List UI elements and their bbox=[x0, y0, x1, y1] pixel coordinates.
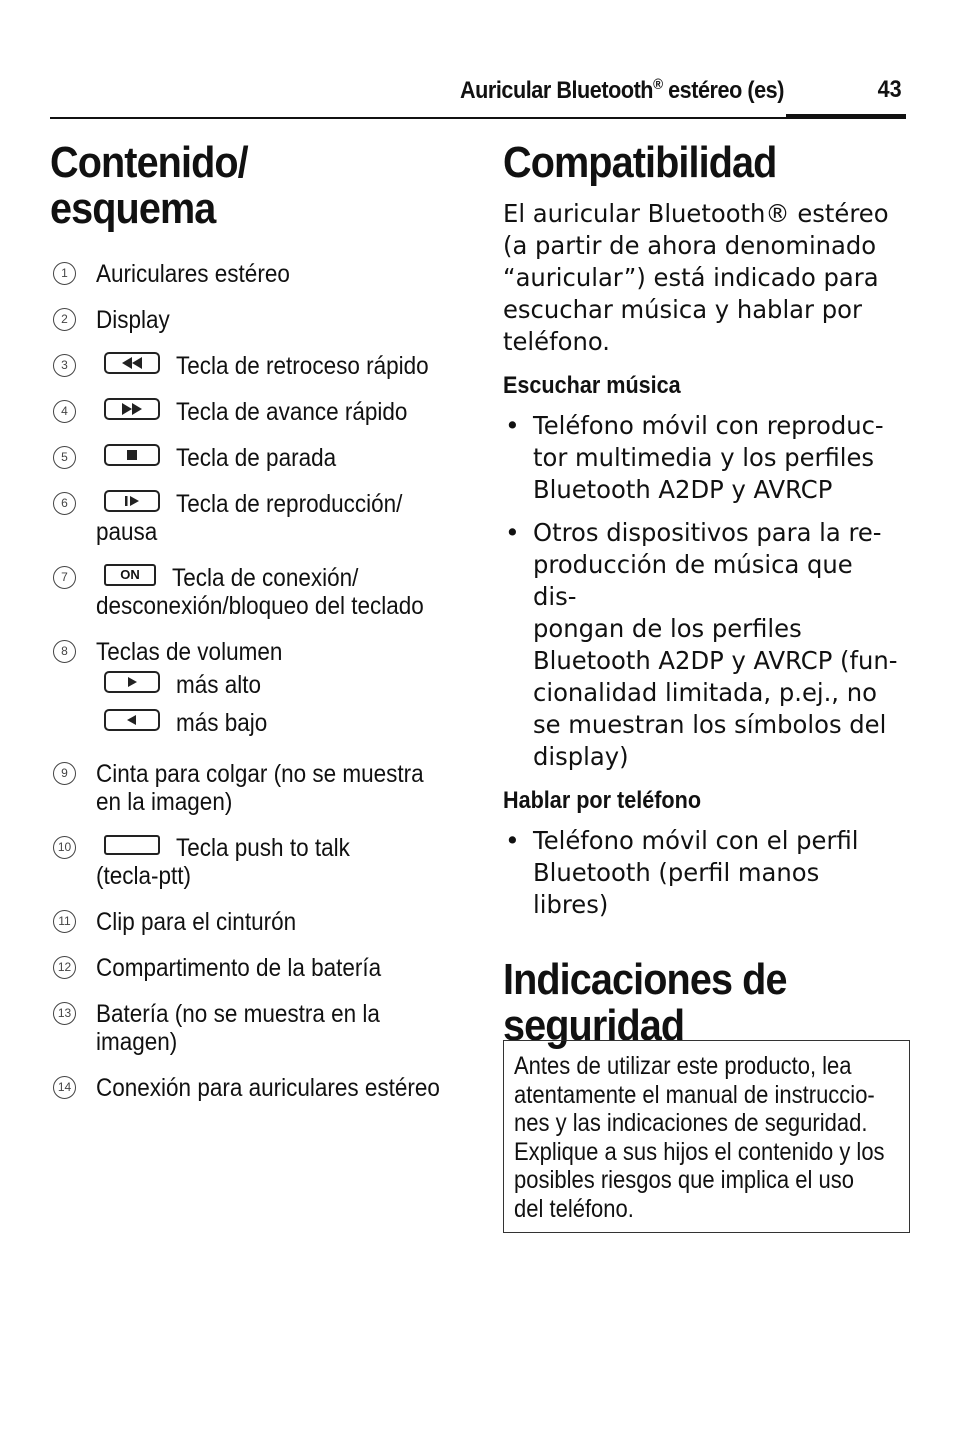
escuchar-list bbox=[503, 410, 913, 773]
note-line: atentamente el manual de instruccio- bbox=[514, 1080, 875, 1109]
bullet-line: Bluetooth A2DP y AVRCP bbox=[533, 475, 833, 504]
compatibilidad-section bbox=[503, 140, 913, 1049]
item-text: Tecla de retroceso rápido bbox=[176, 352, 429, 380]
item-text: Tecla de conexión/ bbox=[172, 564, 359, 592]
item-number: 10 bbox=[53, 836, 76, 859]
list-item bbox=[50, 260, 460, 288]
volume-up-label: más alto bbox=[176, 671, 262, 699]
intro-line: escuchar música y hablar por bbox=[503, 295, 862, 324]
fast-forward-key-icon bbox=[104, 398, 160, 420]
bullet-line: tor multimedia y los perfiles bbox=[533, 443, 875, 472]
item-number: 6 bbox=[53, 492, 76, 515]
bullet-line: libres) bbox=[533, 890, 609, 919]
list-item bbox=[50, 398, 460, 426]
bullet-icon: • bbox=[505, 411, 520, 440]
seguridad-title bbox=[503, 957, 872, 1049]
note-line: Explique a sus hijos el contenido y los bbox=[514, 1137, 885, 1166]
item-text-continued: (tecla-ptt) bbox=[96, 862, 192, 890]
rewind-key-icon bbox=[104, 352, 160, 374]
list-item bbox=[503, 517, 913, 773]
volume-down-label: más bajo bbox=[176, 709, 268, 737]
list-item bbox=[50, 834, 460, 890]
item-number: 7 bbox=[53, 566, 76, 589]
volume-down-row bbox=[96, 704, 460, 742]
list-item bbox=[50, 1074, 460, 1102]
header-title-suffix: estéreo (es) bbox=[662, 77, 784, 104]
contenido-title-line2: esquema bbox=[50, 184, 216, 233]
list-item bbox=[503, 825, 913, 921]
contenido-list bbox=[50, 260, 460, 1102]
intro-line: (a partir de ahora denominado bbox=[503, 231, 877, 260]
seguridad-title-line1: Indicaciones de bbox=[503, 955, 787, 1004]
item-number: 1 bbox=[53, 262, 76, 285]
list-item bbox=[50, 352, 460, 380]
item-text: Cinta para colgar (no se muestra bbox=[96, 760, 424, 788]
bullet-line: Teléfono móvil con reproduc- bbox=[533, 411, 884, 440]
list-item bbox=[50, 954, 460, 982]
bullet-icon: • bbox=[505, 518, 520, 547]
compatibilidad-intro bbox=[503, 198, 910, 358]
header-title bbox=[460, 76, 784, 105]
bullet-icon: • bbox=[505, 826, 520, 855]
bullet-line: Bluetooth A2DP y AVRCP (fun- bbox=[533, 646, 898, 675]
hablar-list bbox=[503, 825, 913, 921]
bullet-line: se muestran los símbolos del bbox=[533, 710, 887, 739]
list-item bbox=[503, 410, 913, 506]
page-number: 43 bbox=[877, 76, 902, 103]
intro-line: “auricular”) está indicado para bbox=[503, 263, 879, 292]
volume-up-row bbox=[96, 666, 460, 704]
item-text: Tecla push to talk bbox=[176, 834, 350, 862]
item-number: 9 bbox=[53, 762, 76, 785]
item-text: Tecla de reproducción/ bbox=[176, 490, 403, 518]
header-rule-accent bbox=[786, 114, 906, 119]
item-text: Compartimento de la batería bbox=[96, 954, 382, 982]
item-number: 11 bbox=[53, 910, 76, 933]
on-key-icon: ON bbox=[104, 564, 156, 586]
play-pause-key-icon bbox=[104, 490, 160, 512]
contenido-title bbox=[50, 140, 419, 232]
list-item bbox=[50, 1000, 460, 1056]
intro-line: El auricular Bluetooth® estéreo bbox=[503, 199, 889, 228]
bullet-line: pongan de los perfiles bbox=[533, 614, 802, 643]
push-to-talk-key-icon bbox=[104, 835, 160, 855]
note-line: Antes de utilizar este producto, lea bbox=[514, 1052, 852, 1080]
note-line: posibles riesgos que implica el uso bbox=[514, 1166, 854, 1194]
stop-key-icon bbox=[104, 444, 160, 466]
item-text: Conexión para auriculares estéreo bbox=[96, 1074, 440, 1102]
contenido-title-line1: Contenido/ bbox=[50, 138, 248, 187]
item-text-continued: en la imagen) bbox=[96, 788, 233, 816]
item-text: Display bbox=[96, 306, 170, 334]
item-text: Clip para el cinturón bbox=[96, 908, 297, 936]
item-number: 4 bbox=[53, 400, 76, 423]
compatibilidad-title: Compatibilidad bbox=[503, 138, 777, 187]
bullet-line: display) bbox=[533, 742, 629, 771]
list-item bbox=[50, 760, 460, 816]
bullet-line: Otros dispositivos para la re- bbox=[533, 518, 882, 547]
header-title-text: Auricular Bluetooth bbox=[460, 77, 654, 104]
item-number: 8 bbox=[53, 640, 76, 663]
header-rule bbox=[50, 117, 906, 119]
registered-mark: ® bbox=[653, 76, 663, 93]
list-item bbox=[50, 490, 460, 546]
bullet-line: cionalidad limitada, p.ej., no bbox=[533, 678, 877, 707]
hablar-heading: Hablar por teléfono bbox=[503, 787, 702, 814]
item-text: Batería (no se muestra en la bbox=[96, 1000, 380, 1028]
list-item bbox=[50, 564, 460, 620]
seguridad-title-line2: seguridad bbox=[503, 1001, 685, 1050]
volume-down-key-icon bbox=[104, 709, 160, 731]
bullet-line: producción de música que dis- bbox=[533, 550, 853, 611]
item-number: 5 bbox=[53, 446, 76, 469]
item-number: 13 bbox=[53, 1002, 76, 1025]
item-text-continued: imagen) bbox=[96, 1028, 178, 1056]
item-text: Tecla de avance rápido bbox=[176, 398, 408, 426]
page-header bbox=[50, 72, 906, 120]
item-number: 2 bbox=[53, 308, 76, 331]
list-item bbox=[50, 444, 460, 472]
bullet-line: Teléfono móvil con el perfil bbox=[533, 826, 859, 855]
item-number: 14 bbox=[53, 1076, 76, 1099]
note-line: nes y las indicaciones de seguridad. bbox=[514, 1109, 868, 1137]
bullet-line: Bluetooth (perfil manos bbox=[533, 858, 820, 887]
volume-up-key-icon bbox=[104, 671, 160, 693]
list-item bbox=[50, 908, 460, 936]
item-text: Auriculares estéreo bbox=[96, 260, 290, 288]
safety-note-box bbox=[503, 1040, 910, 1233]
item-text-continued: pausa bbox=[96, 518, 158, 546]
list-item bbox=[50, 306, 460, 334]
item-text-continued: desconexión/bloqueo del teclado bbox=[96, 592, 424, 620]
item-number: 12 bbox=[53, 956, 76, 979]
note-line: del teléfono. bbox=[514, 1194, 634, 1223]
intro-line: teléfono. bbox=[503, 327, 610, 356]
item-text: Teclas de volumen bbox=[96, 638, 283, 666]
item-number: 3 bbox=[53, 354, 76, 377]
contenido-section bbox=[50, 140, 460, 1102]
list-item bbox=[50, 638, 460, 742]
item-text: Tecla de parada bbox=[176, 444, 337, 472]
escuchar-heading: Escuchar música bbox=[503, 372, 681, 399]
